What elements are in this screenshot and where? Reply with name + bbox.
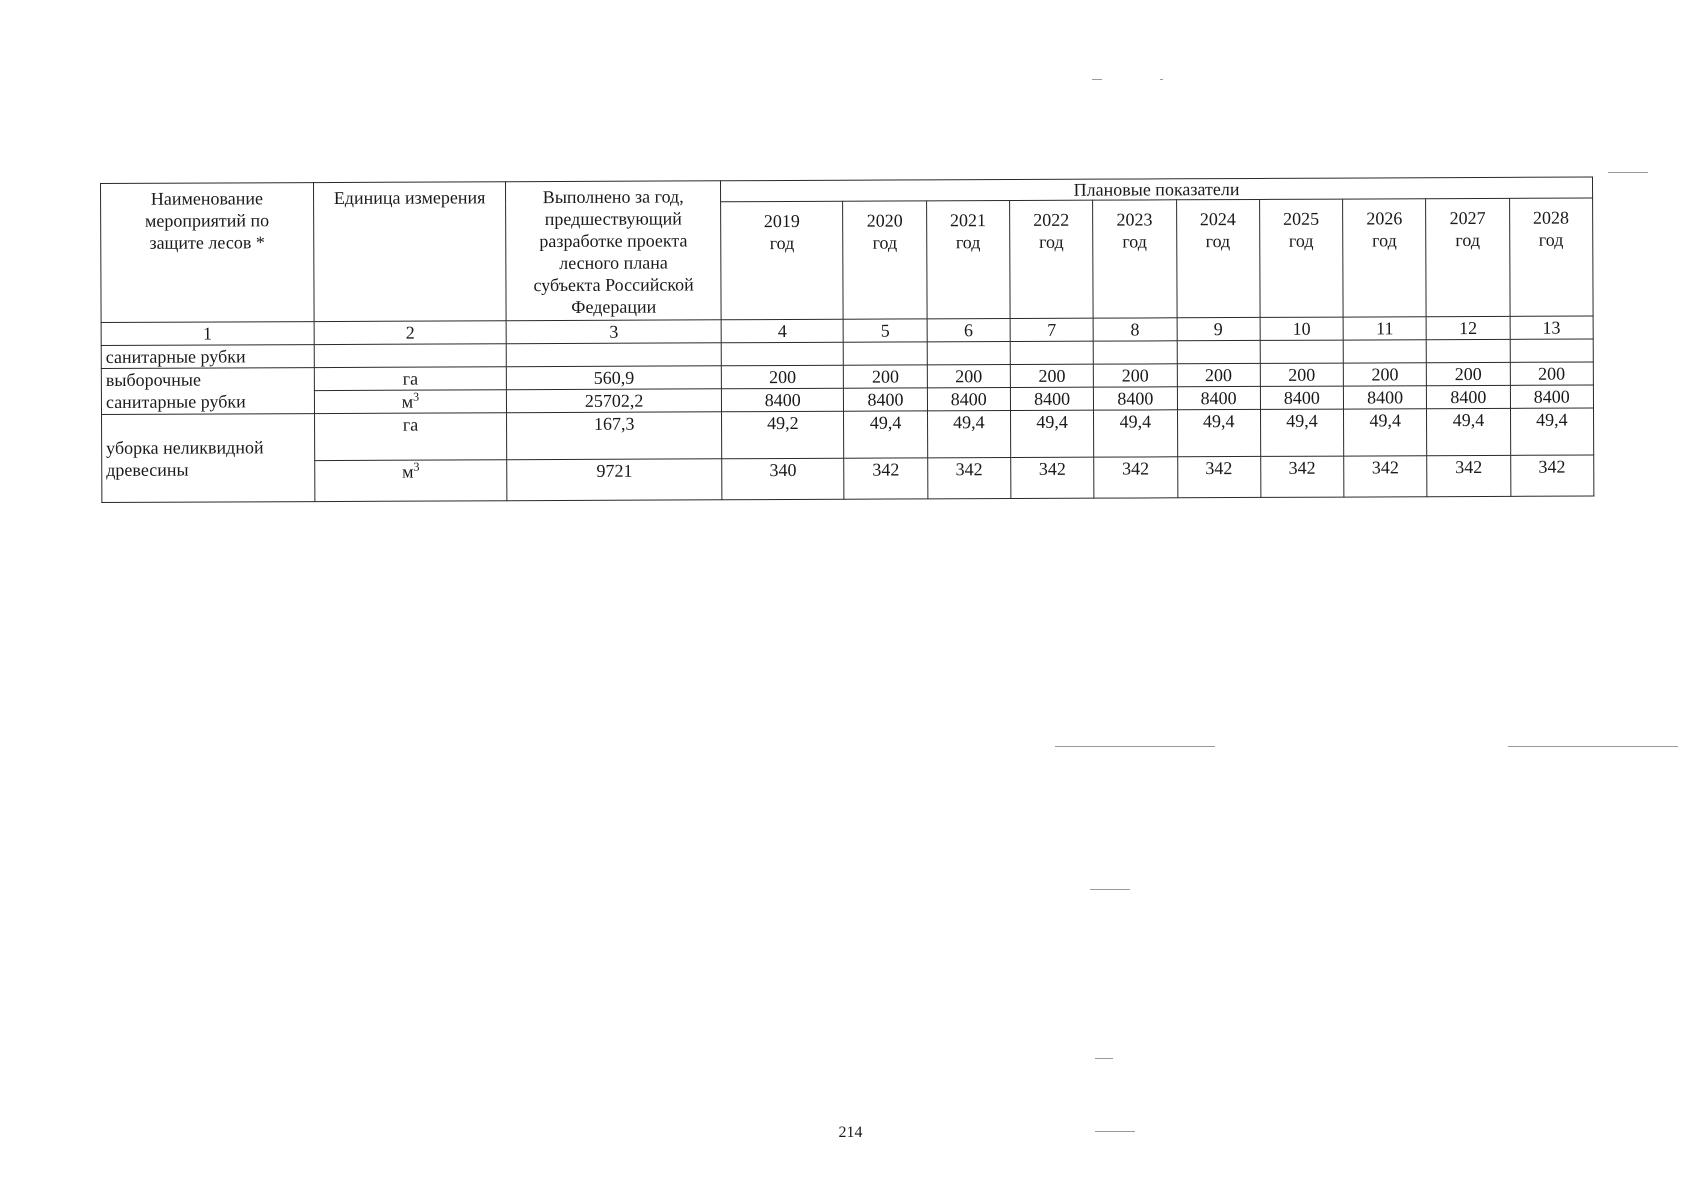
year-label: 2025	[1283, 208, 1320, 229]
done-cell: 9721	[507, 459, 722, 501]
done-cell: 560,9	[507, 366, 722, 390]
value-cell: 49,4	[1260, 409, 1343, 456]
scan-speck	[1160, 79, 1163, 80]
empty-cell	[1426, 339, 1509, 362]
value-cell: 49,4	[1094, 410, 1177, 457]
unit-superscript: 3	[413, 459, 420, 474]
column-number: 10	[1260, 317, 1343, 340]
header-measure-name-line: защите лесов *	[149, 232, 265, 253]
value-cell: 8400	[1094, 387, 1177, 410]
value-cell: 342	[1510, 455, 1594, 496]
scan-speck	[1092, 79, 1102, 80]
header-done-line: лесного плана	[559, 252, 668, 273]
scan-speck	[1095, 1131, 1135, 1132]
row-label-line: уборка неликвидной	[106, 436, 264, 458]
value-cell: 49,4	[927, 411, 1010, 458]
column-number: 12	[1426, 316, 1509, 339]
year-label: 2024	[1199, 209, 1236, 230]
year-word: год	[872, 232, 898, 253]
year-label: 2028	[1532, 207, 1569, 228]
header-done-line: Федерации	[571, 296, 657, 317]
value-cell: 342	[1427, 455, 1510, 496]
year-label: 2021	[949, 210, 987, 231]
unit-cell: га	[314, 367, 507, 391]
value-cell: 342	[1260, 456, 1343, 497]
section-label: санитарные рубки	[101, 345, 314, 369]
year-label: 2027	[1449, 207, 1486, 229]
table-row-cleanup-m3	[102, 455, 1594, 503]
value-cell: 342	[1094, 457, 1177, 498]
value-cell: 200	[1427, 362, 1510, 385]
year-label: 2023	[1116, 209, 1153, 230]
header-year-2020	[843, 201, 927, 319]
year-label: 2019	[763, 210, 800, 232]
value-cell: 342	[1344, 456, 1427, 497]
page-number: 214	[838, 1124, 863, 1141]
year-word: год	[1288, 230, 1314, 251]
year-word: год	[1122, 231, 1147, 252]
column-number: 7	[1010, 318, 1093, 341]
empty-cell	[1093, 341, 1176, 364]
column-number: 2	[314, 321, 507, 345]
header-year-2025	[1259, 199, 1343, 317]
header-year-2027	[1426, 198, 1510, 316]
done-cell: 167,3	[507, 412, 722, 460]
empty-cell	[314, 344, 507, 368]
header-measure-name-line: Наименование	[150, 188, 264, 209]
value-cell: 342	[927, 458, 1010, 499]
value-cell: 8400	[844, 388, 927, 411]
scan-speck	[1508, 746, 1678, 747]
value-cell: 200	[1094, 364, 1177, 387]
column-number: 8	[1093, 318, 1176, 341]
unit-text: м	[402, 461, 414, 482]
value-cell: 8400	[1010, 387, 1093, 410]
year-word: год	[1538, 229, 1564, 250]
value-cell: 49,4	[1010, 410, 1093, 457]
header-planned-indicators: Плановые показатели	[721, 177, 1593, 202]
empty-cell	[1010, 341, 1093, 364]
empty-cell	[1177, 340, 1260, 363]
value-cell: 340	[722, 458, 845, 500]
header-year-2022	[1010, 200, 1094, 318]
year-word: год	[1372, 230, 1397, 251]
value-cell: 200	[844, 365, 927, 388]
header-year-2028	[1509, 198, 1593, 316]
value-cell: 342	[1011, 457, 1094, 498]
unit-cell	[314, 390, 507, 414]
scan-speck	[1090, 889, 1130, 890]
forest-protection-table-sheet	[100, 176, 1594, 503]
year-label: 2022	[1033, 209, 1070, 230]
header-year-2024	[1176, 199, 1260, 317]
header-unit: Единица измерения	[313, 182, 506, 322]
empty-cell	[844, 342, 927, 365]
year-label: 2026	[1366, 208, 1403, 229]
value-cell: 200	[1010, 364, 1093, 387]
column-number: 13	[1510, 316, 1594, 339]
value-cell: 49,4	[1344, 409, 1427, 456]
header-measure-name	[101, 183, 314, 323]
empty-cell	[507, 343, 722, 367]
value-cell: 8400	[1343, 386, 1426, 409]
header-done-line: разработке проекта	[539, 230, 688, 252]
header-year-2023	[1093, 200, 1177, 318]
row-label-line: выборочные	[105, 369, 201, 390]
scan-speck	[1095, 1058, 1113, 1059]
value-cell: 49,4	[1510, 408, 1594, 455]
header-year-2026	[1343, 199, 1427, 317]
row-label-selective	[101, 368, 314, 415]
header-done-line: предшествующий	[544, 208, 682, 230]
row-label-cleanup	[102, 414, 315, 503]
column-number: 4	[721, 319, 844, 343]
header-measure-name-line: мероприятий по	[144, 210, 270, 231]
value-cell: 200	[721, 365, 844, 389]
value-cell: 49,4	[844, 411, 927, 458]
header-done-prior-year	[506, 181, 721, 321]
column-number: 6	[927, 319, 1010, 342]
value-cell: 342	[1177, 456, 1260, 497]
done-cell: 25702,2	[507, 389, 722, 413]
value-cell: 200	[927, 365, 1010, 388]
column-number: 1	[101, 322, 314, 346]
unit-superscript: 3	[413, 389, 420, 404]
row-label-line: санитарные рубки	[105, 391, 246, 412]
empty-cell	[1260, 340, 1343, 363]
empty-cell	[927, 342, 1010, 365]
scan-speck	[1055, 746, 1215, 747]
value-cell: 200	[1510, 362, 1594, 385]
column-number: 11	[1343, 317, 1426, 340]
value-cell: 49,2	[722, 411, 845, 459]
value-cell: 200	[1177, 363, 1260, 386]
header-year-2021	[926, 201, 1010, 319]
value-cell: 8400	[927, 388, 1010, 411]
value-cell: 200	[1343, 363, 1426, 386]
empty-cell	[1510, 339, 1594, 362]
year-word: год	[1205, 231, 1231, 252]
table-row-cleanup-ha	[102, 408, 1594, 462]
value-cell: 8400	[1177, 386, 1260, 409]
empty-cell	[1343, 340, 1426, 363]
value-cell: 342	[844, 458, 927, 499]
empty-cell	[721, 342, 844, 366]
header-done-line: субъекта Российской	[533, 274, 694, 296]
year-word: год	[955, 232, 981, 253]
value-cell: 49,4	[1427, 408, 1510, 455]
year-word: год	[769, 232, 795, 254]
value-cell: 8400	[1260, 386, 1343, 409]
header-year-2019	[721, 201, 844, 320]
year-word: год	[1455, 229, 1481, 251]
value-cell: 8400	[1510, 385, 1594, 408]
unit-cell	[314, 460, 507, 502]
unit-text: м	[401, 391, 414, 412]
year-word: год	[1039, 231, 1064, 252]
value-cell: 200	[1260, 363, 1343, 386]
header-done-line: Выполнено за год,	[542, 186, 684, 208]
value-cell: 8400	[1427, 385, 1510, 408]
column-number: 3	[506, 320, 721, 344]
value-cell: 8400	[721, 388, 844, 412]
unit-cell: га	[314, 413, 507, 461]
forest-protection-plan-table	[100, 176, 1594, 503]
column-number: 9	[1177, 317, 1260, 340]
row-label-line: древесины	[106, 459, 189, 480]
value-cell: 49,4	[1177, 409, 1260, 456]
column-number: 5	[844, 319, 927, 342]
scan-speck	[1608, 172, 1648, 173]
year-label: 2020	[866, 210, 903, 231]
